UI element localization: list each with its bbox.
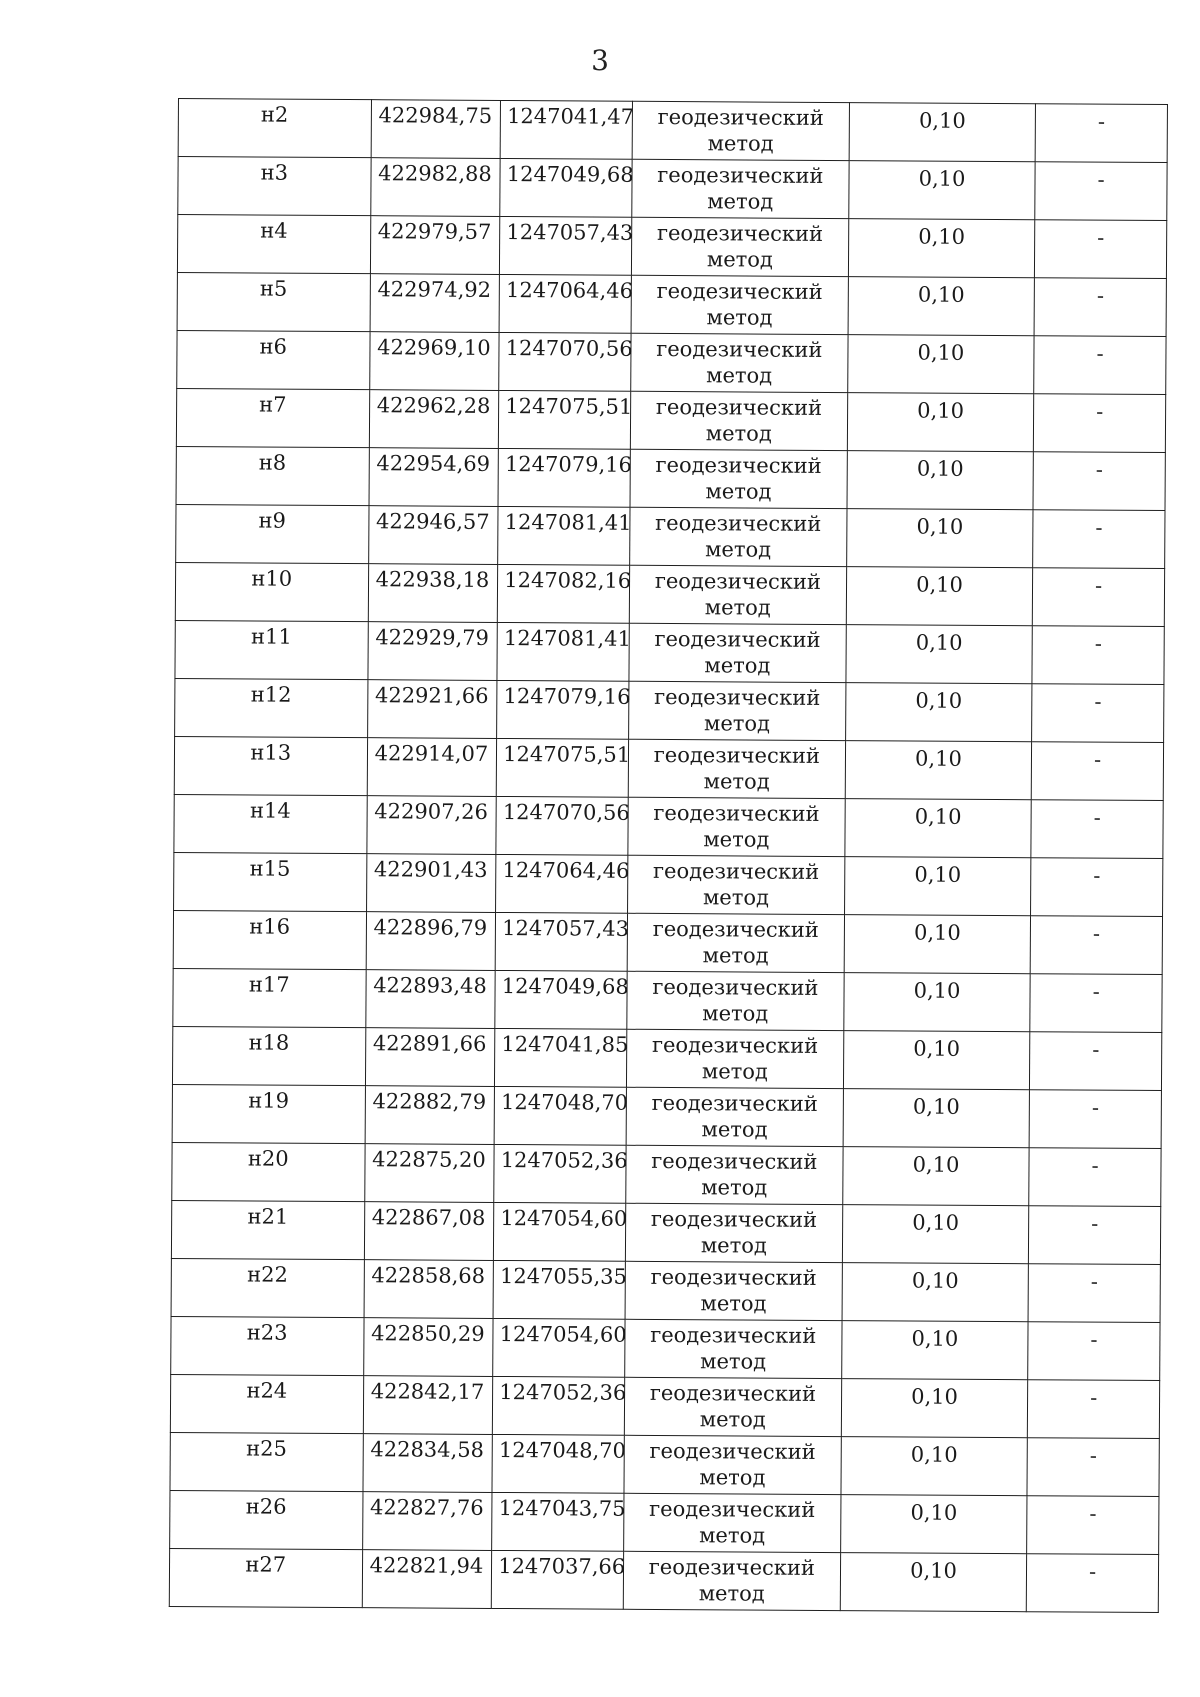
table-row — [176, 504, 1165, 568]
x-coordinate-cell: 422921,66 — [367, 680, 497, 739]
point-name-cell: н24 — [170, 1374, 363, 1433]
method-line-2: метод — [702, 943, 769, 968]
note-cell: - — [1033, 452, 1165, 511]
y-coordinate-cell: 1247048,70 — [494, 1086, 626, 1145]
note-cell: - — [1034, 336, 1166, 395]
note-cell: - — [1029, 1206, 1161, 1265]
y-coordinate-cell: 1247070,56 — [496, 796, 628, 855]
method-line-2: метод — [704, 653, 771, 678]
note-cell: - — [1035, 104, 1167, 163]
method-line-2: метод — [699, 1465, 766, 1490]
table-row — [175, 678, 1164, 742]
method-cell — [623, 1551, 840, 1610]
point-name-cell: н11 — [175, 620, 368, 679]
method-line-2: метод — [700, 1349, 767, 1374]
point-name-cell: н22 — [171, 1258, 364, 1317]
method-line-1: геодезический — [657, 104, 824, 130]
y-coordinate-cell: 1247043,75 — [492, 1492, 624, 1551]
note-cell: - — [1034, 394, 1166, 453]
table-row — [175, 562, 1164, 626]
table-row — [175, 620, 1164, 684]
y-coordinate-cell: 1247081,41 — [497, 622, 629, 681]
y-coordinate-cell: 1247052,36 — [494, 1144, 626, 1203]
method-line-1: геодезический — [651, 1090, 818, 1116]
accuracy-cell: 0,10 — [848, 219, 1035, 278]
accuracy-cell: 0,10 — [843, 1147, 1030, 1206]
table-row — [172, 1142, 1161, 1206]
accuracy-cell: 0,10 — [846, 625, 1033, 684]
method-cell — [624, 1493, 841, 1552]
accuracy-cell: 0,10 — [846, 567, 1033, 626]
method-cell — [624, 1377, 841, 1436]
accuracy-cell: 0,10 — [845, 799, 1032, 858]
point-name-cell: н5 — [177, 272, 370, 331]
accuracy-cell: 0,10 — [848, 277, 1035, 336]
table-row — [173, 910, 1162, 974]
method-cell — [626, 1145, 843, 1204]
accuracy-cell: 0,10 — [847, 451, 1034, 510]
method-line-1: геодезический — [649, 1380, 817, 1406]
method-cell — [627, 913, 844, 972]
method-line-2: метод — [701, 1175, 768, 1200]
point-name-cell: н17 — [173, 968, 366, 1027]
method-line-1: геодезический — [653, 800, 820, 826]
note-cell: - — [1034, 278, 1166, 337]
method-cell — [625, 1203, 842, 1262]
x-coordinate-cell: 422893,48 — [365, 970, 495, 1029]
point-name-cell: н13 — [174, 736, 367, 795]
x-coordinate-cell: 422891,66 — [365, 1028, 495, 1087]
method-line-1: геодезический — [651, 1148, 818, 1174]
x-coordinate-cell: 422901,43 — [366, 854, 496, 913]
method-cell — [631, 217, 848, 276]
table-row — [174, 736, 1163, 800]
note-cell: - — [1032, 626, 1164, 685]
table-row — [173, 968, 1162, 1032]
method-line-2: метод — [704, 595, 771, 620]
note-cell: - — [1029, 1090, 1161, 1149]
method-line-2: метод — [700, 1233, 767, 1258]
method-line-1: геодезический — [652, 916, 819, 942]
y-coordinate-cell: 1247037,66 — [491, 1550, 623, 1609]
method-line-2: метод — [703, 711, 771, 736]
method-line-1: геодезический — [657, 162, 824, 188]
point-name-cell: н2 — [178, 99, 371, 158]
method-line-1: геодезический — [654, 626, 821, 652]
x-coordinate-cell: 422821,94 — [362, 1550, 492, 1609]
note-cell: - — [1027, 1496, 1159, 1555]
table-row — [174, 852, 1163, 916]
x-coordinate-cell: 422867,08 — [364, 1202, 494, 1261]
y-coordinate-cell: 1247048,70 — [492, 1434, 624, 1493]
method-line-2: метод — [700, 1291, 767, 1316]
method-cell — [628, 739, 845, 798]
method-line-2: метод — [703, 827, 770, 852]
method-line-1: геодезический — [655, 452, 822, 478]
point-name-cell: н9 — [176, 504, 369, 563]
note-cell: - — [1033, 510, 1165, 569]
method-line-2: метод — [706, 305, 773, 330]
method-cell — [630, 391, 847, 450]
method-line-1: геодезический — [656, 220, 824, 246]
note-cell: - — [1030, 1032, 1162, 1091]
x-coordinate-cell: 422979,57 — [370, 216, 500, 275]
method-line-1: геодезический — [652, 974, 819, 1000]
x-coordinate-cell: 422875,20 — [364, 1144, 494, 1203]
accuracy-cell: 0,10 — [842, 1205, 1029, 1264]
y-coordinate-cell: 1247057,43 — [500, 216, 632, 275]
accuracy-cell: 0,10 — [840, 1553, 1027, 1612]
method-cell — [630, 449, 847, 508]
table-row — [174, 794, 1163, 858]
accuracy-cell: 0,10 — [847, 335, 1034, 394]
accuracy-cell: 0,10 — [845, 683, 1032, 742]
accuracy-cell: 0,10 — [844, 973, 1031, 1032]
y-coordinate-cell: 1247041,47 — [500, 100, 632, 159]
method-line-2: метод — [703, 769, 770, 794]
method-cell — [629, 681, 846, 740]
accuracy-cell: 0,10 — [841, 1437, 1028, 1496]
x-coordinate-cell: 422842,17 — [363, 1376, 493, 1435]
y-coordinate-cell: 1247049,68 — [500, 158, 632, 217]
accuracy-cell: 0,10 — [841, 1379, 1028, 1438]
method-line-1: геодезический — [655, 510, 822, 536]
x-coordinate-cell: 422827,76 — [362, 1492, 492, 1551]
table-row — [171, 1316, 1160, 1380]
x-coordinate-cell: 422984,75 — [371, 100, 501, 159]
method-line-2: метод — [705, 479, 772, 504]
method-line-2: метод — [706, 247, 773, 272]
y-coordinate-cell: 1247052,36 — [493, 1376, 625, 1435]
method-line-2: метод — [702, 885, 770, 910]
method-line-2: метод — [698, 1581, 765, 1606]
table-row — [178, 99, 1167, 163]
method-cell — [630, 507, 847, 566]
x-coordinate-cell: 422929,79 — [367, 622, 497, 681]
note-cell: - — [1032, 684, 1164, 743]
accuracy-cell: 0,10 — [843, 1031, 1030, 1090]
point-name-cell: н26 — [170, 1490, 363, 1549]
note-cell: - — [1028, 1380, 1160, 1439]
method-line-2: метод — [701, 1117, 768, 1142]
x-coordinate-cell: 422974,92 — [370, 274, 500, 333]
method-cell — [629, 623, 846, 682]
point-name-cell: н7 — [176, 388, 369, 447]
method-line-1: геодезический — [650, 1206, 818, 1232]
point-name-cell: н3 — [178, 157, 371, 216]
method-line-1: геодезический — [649, 1496, 816, 1522]
method-line-2: метод — [705, 537, 772, 562]
table-row — [172, 1026, 1161, 1090]
method-cell — [632, 101, 849, 160]
accuracy-cell: 0,10 — [849, 103, 1036, 162]
x-coordinate-cell: 422834,58 — [363, 1434, 493, 1493]
x-coordinate-cell: 422914,07 — [367, 738, 497, 797]
method-line-2: метод — [706, 363, 773, 388]
method-line-2: метод — [707, 131, 774, 156]
x-coordinate-cell: 422982,88 — [370, 158, 500, 217]
method-cell — [625, 1261, 842, 1320]
table-row — [171, 1258, 1160, 1322]
accuracy-cell: 0,10 — [846, 509, 1033, 568]
x-coordinate-cell: 422962,28 — [369, 390, 499, 449]
method-cell — [624, 1435, 841, 1494]
point-name-cell: н27 — [169, 1548, 362, 1607]
note-cell: - — [1035, 162, 1167, 221]
method-cell — [625, 1319, 842, 1378]
y-coordinate-cell: 1247041,85 — [495, 1028, 627, 1087]
method-cell — [628, 797, 845, 856]
accuracy-cell: 0,10 — [840, 1495, 1027, 1554]
table-row — [169, 1548, 1158, 1612]
method-cell — [631, 333, 848, 392]
y-coordinate-cell: 1247070,56 — [499, 332, 631, 391]
method-line-1: геодезический — [656, 278, 823, 304]
x-coordinate-cell: 422850,29 — [363, 1318, 493, 1377]
point-name-cell: н23 — [171, 1316, 364, 1375]
method-line-1: геодезический — [654, 684, 821, 710]
method-line-1: геодезический — [653, 858, 820, 884]
note-cell: - — [1028, 1264, 1160, 1323]
coordinates-table-body — [169, 99, 1167, 1613]
x-coordinate-cell: 422954,69 — [369, 448, 499, 507]
y-coordinate-cell: 1247075,51 — [496, 738, 628, 797]
method-line-1: геодезический — [654, 568, 822, 594]
note-cell: - — [1031, 858, 1163, 917]
note-cell: - — [1030, 916, 1162, 975]
accuracy-cell: 0,10 — [844, 915, 1031, 974]
x-coordinate-cell: 422896,79 — [366, 912, 496, 971]
accuracy-cell: 0,10 — [841, 1321, 1028, 1380]
y-coordinate-cell: 1247082,16 — [498, 564, 630, 623]
method-line-1: геодезический — [655, 394, 823, 420]
method-line-1: геодезический — [653, 742, 820, 768]
x-coordinate-cell: 422858,68 — [364, 1260, 494, 1319]
coordinates-table — [169, 98, 1168, 1613]
table-row — [171, 1200, 1160, 1264]
point-name-cell: н14 — [174, 794, 367, 853]
x-coordinate-cell: 422946,57 — [368, 506, 498, 565]
method-line-2: метод — [699, 1407, 766, 1432]
table-row — [176, 388, 1165, 452]
accuracy-cell: 0,10 — [845, 741, 1032, 800]
method-cell — [632, 159, 849, 218]
accuracy-cell: 0,10 — [842, 1263, 1029, 1322]
method-line-1: геодезический — [649, 1438, 816, 1464]
method-line-1: геодезический — [651, 1032, 819, 1058]
y-coordinate-cell: 1247079,16 — [498, 448, 630, 507]
y-coordinate-cell: 1247055,35 — [493, 1260, 625, 1319]
table-row — [177, 272, 1166, 336]
point-name-cell: н15 — [174, 852, 367, 911]
y-coordinate-cell: 1247079,16 — [497, 680, 629, 739]
point-name-cell: н25 — [170, 1432, 363, 1491]
method-cell — [631, 275, 848, 334]
y-coordinate-cell: 1247049,68 — [495, 970, 627, 1029]
accuracy-cell: 0,10 — [844, 857, 1031, 916]
point-name-cell: н21 — [171, 1200, 364, 1259]
note-cell: - — [1029, 1148, 1161, 1207]
table-row — [176, 446, 1165, 510]
method-cell — [626, 1087, 843, 1146]
y-coordinate-cell: 1247054,60 — [493, 1318, 625, 1377]
y-coordinate-cell: 1247081,41 — [498, 506, 630, 565]
method-line-1: геодезический — [650, 1322, 817, 1348]
table-row — [177, 330, 1166, 394]
method-line-2: метод — [699, 1523, 766, 1548]
method-line-1: геодезический — [648, 1554, 815, 1580]
y-coordinate-cell: 1247064,46 — [496, 854, 628, 913]
point-name-cell: н19 — [172, 1084, 365, 1143]
table-row — [170, 1374, 1159, 1438]
point-name-cell: н12 — [175, 678, 368, 737]
note-cell: - — [1035, 220, 1167, 279]
x-coordinate-cell: 422882,79 — [365, 1086, 495, 1145]
method-line-2: метод — [707, 189, 774, 214]
accuracy-cell: 0,10 — [847, 393, 1034, 452]
accuracy-cell: 0,10 — [849, 161, 1036, 220]
table-row — [177, 215, 1166, 279]
method-line-2: метод — [705, 421, 772, 446]
note-cell: - — [1033, 568, 1165, 627]
point-name-cell: н6 — [177, 330, 370, 389]
method-cell — [627, 971, 844, 1030]
table-row — [172, 1084, 1161, 1148]
y-coordinate-cell: 1247054,60 — [494, 1202, 626, 1261]
point-name-cell: н18 — [172, 1026, 365, 1085]
x-coordinate-cell: 422907,26 — [366, 796, 496, 855]
point-name-cell: н10 — [175, 562, 368, 621]
note-cell: - — [1027, 1438, 1159, 1497]
note-cell: - — [1028, 1322, 1160, 1381]
table-row — [170, 1490, 1159, 1554]
point-name-cell: н20 — [172, 1142, 365, 1201]
table-row — [170, 1432, 1159, 1496]
method-cell — [627, 855, 844, 914]
note-cell: - — [1031, 742, 1163, 801]
method-cell — [626, 1029, 843, 1088]
y-coordinate-cell: 1247064,46 — [499, 274, 631, 333]
page-number: 3 — [591, 44, 609, 77]
note-cell: - — [1026, 1554, 1158, 1613]
accuracy-cell: 0,10 — [843, 1089, 1030, 1148]
x-coordinate-cell: 422969,10 — [369, 332, 499, 391]
method-cell — [629, 565, 846, 624]
y-coordinate-cell: 1247057,43 — [495, 912, 627, 971]
method-line-2: метод — [702, 1001, 769, 1026]
method-line-2: метод — [701, 1059, 768, 1084]
point-name-cell: н8 — [176, 446, 369, 505]
point-name-cell: н4 — [177, 215, 370, 274]
y-coordinate-cell: 1247075,51 — [499, 390, 631, 449]
note-cell: - — [1030, 974, 1162, 1033]
method-line-1: геодезический — [656, 336, 823, 362]
point-name-cell: н16 — [173, 910, 366, 969]
x-coordinate-cell: 422938,18 — [368, 564, 498, 623]
note-cell: - — [1031, 800, 1163, 859]
method-line-1: геодезический — [650, 1264, 817, 1290]
table-row — [178, 157, 1167, 221]
